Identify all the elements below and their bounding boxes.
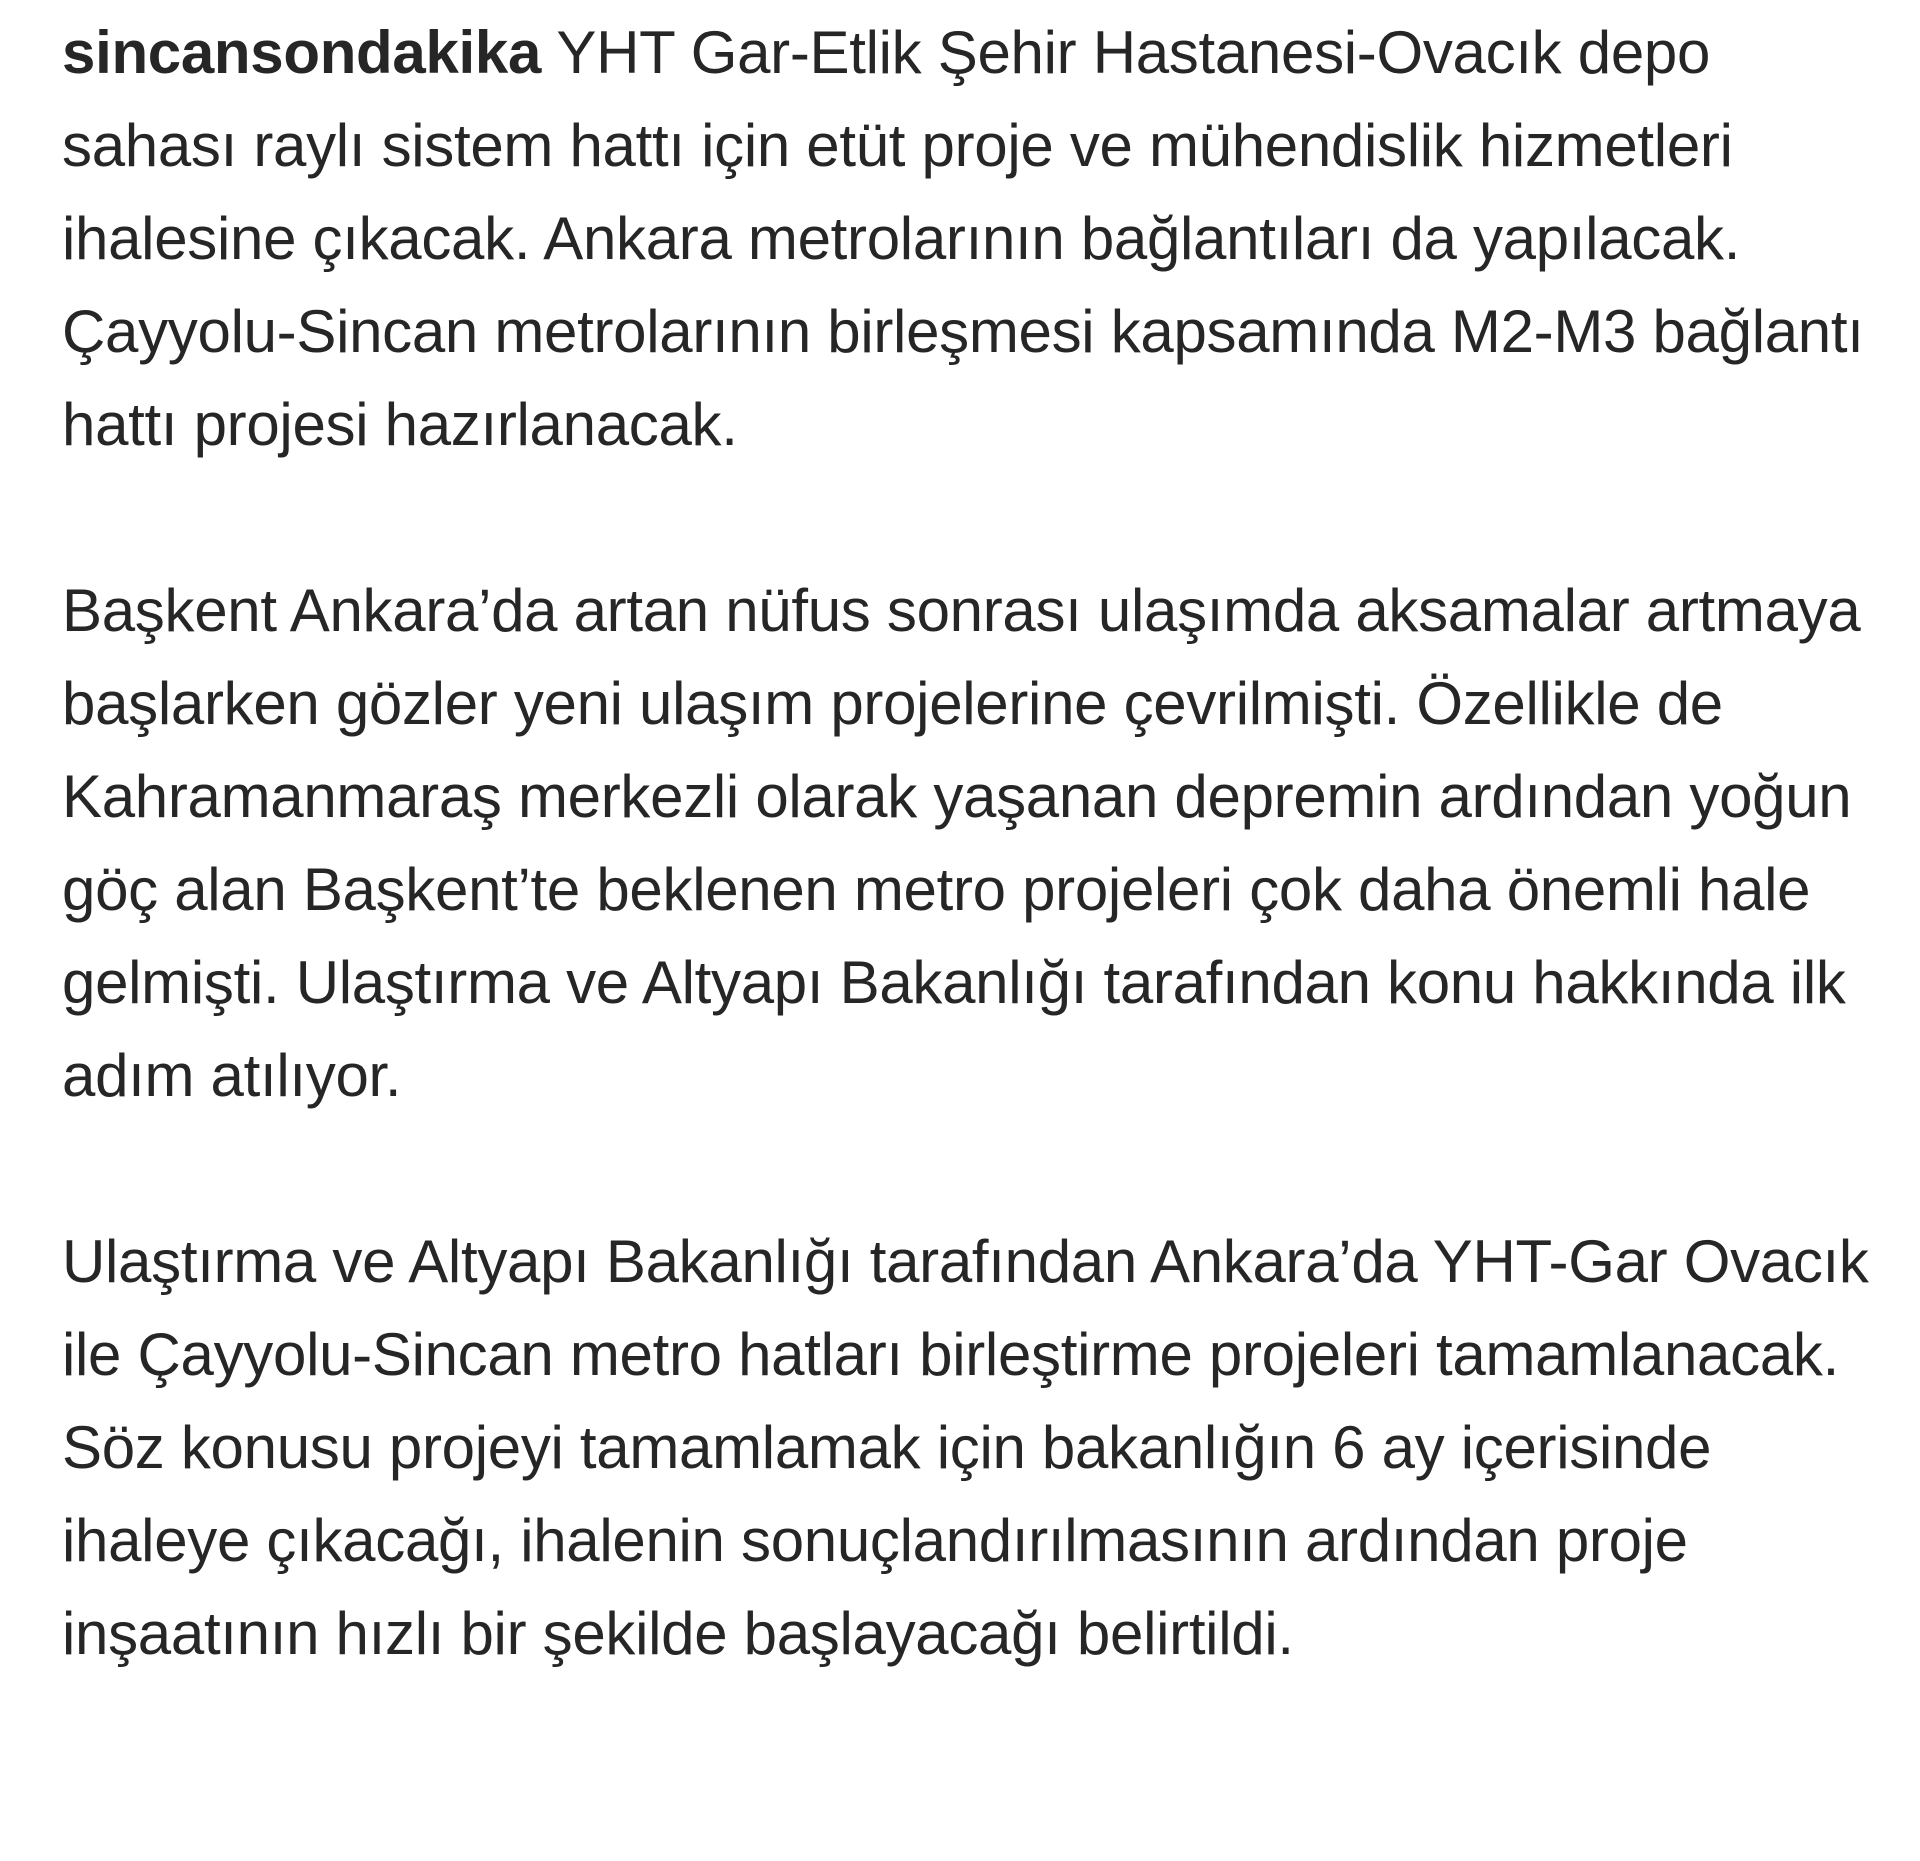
caption-paragraph-2: Başkent Ankara’da artan nüfus sonrası ulaşımda aksamalar artmaya başlarken gözler yeni ulaşım projelerine çevrilmişti. Özellikle de Kahramanmaraş merkezli olarak yaşanan depremin ardından yoğun göç alan Başkent’te beklenen metro projeleri çok daha önemli hale gelmişti. Ulaştırma ve Altyapı Bakanlığı tarafından konu hakkında ilk adım atılıyor. xyxy=(62,577,1861,1109)
caption-text-1: YHT Gar-Etlik Şehir Hastanesi-Ovacık depo sahası raylı sistem hattı için etüt proje ve mühendislik hizmetleri ihalesine çıkacak. Ankara metrolarının bağlantıları da yapılacak. Çayyolu-Sincan metrolarının birleşmesi kapsamında M2-M3 bağlantı hattı projesi hazırlanacak. xyxy=(62,19,1864,458)
caption-paragraph-3: Ulaştırma ve Altyapı Bakanlığı tarafından Ankara’da YHT-Gar Ovacık ile Çayyolu-Sincan metro hatları birleştirme projeleri tamamlanacak. Söz konusu projeyi tamamlamak için bakanlığın 6 ay içerisinde ihaleye çıkacağı, ihalenin sonuçlandırılmasının ardından proje inşaatının hızlı bir şekilde başlayacağı belirtildi. xyxy=(62,1228,1869,1667)
username-link[interactable]: sincansondakika xyxy=(62,19,542,86)
caption-paragraph-1 xyxy=(62,6,1882,471)
post-caption xyxy=(62,6,1882,1680)
